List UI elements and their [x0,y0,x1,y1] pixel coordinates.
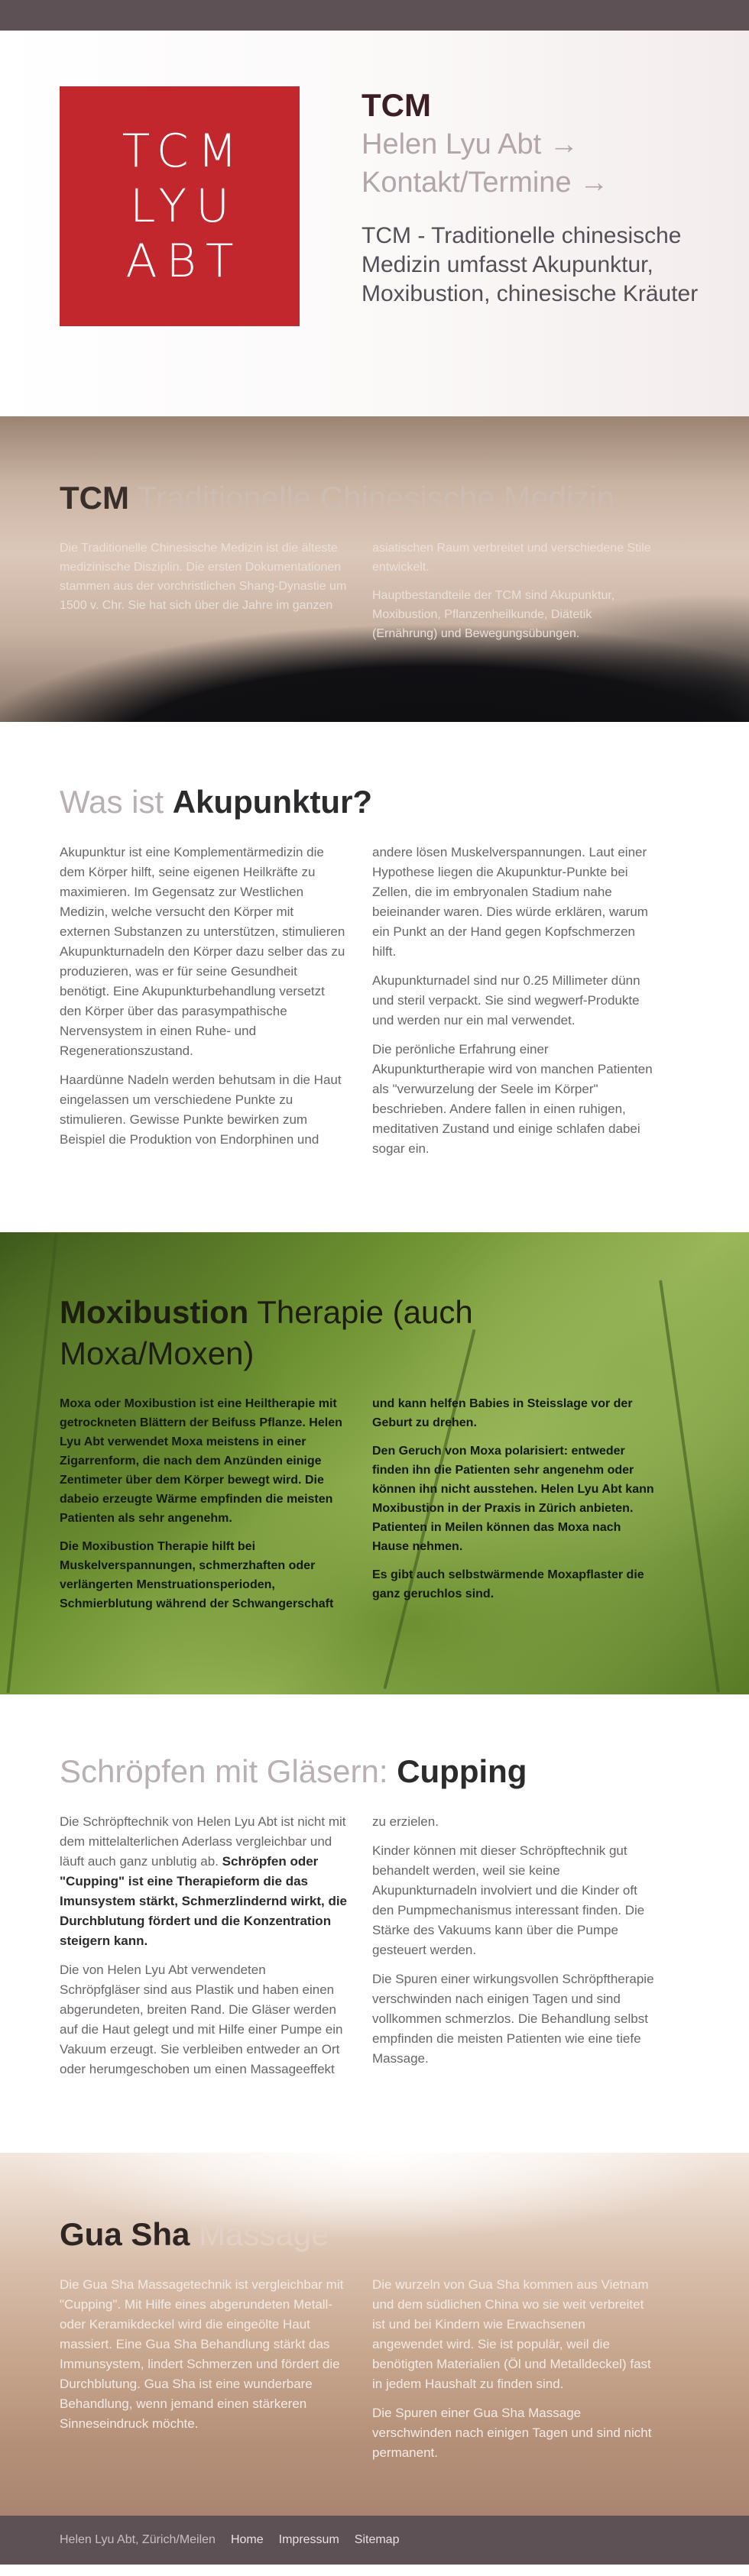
gua-sha-content [60,2214,660,2472]
plant-stem-decoration [6,1233,57,1693]
tcm-content [60,477,660,652]
paragraph: Die perönliche Erfahrung einer Akupunkturtherapie wird von manchen Patienten als "verwurzelung der Seele im Körper" beschrieben. Andere fallen in einen ruhigen, meditativen Zustand und einige schlafen dabei sogar ein. [372,1042,653,1156]
moxibustion-content [60,1292,660,1623]
helen-lyu-abt-link[interactable]: Helen Lyu Abt → [362,128,579,160]
akupunktur-heading-light: Was ist [60,784,173,820]
paragraph: Akupunkturnadel sind nur 0.25 Millimeter dünn und steril verpackt. Sie sind wegwerf-Produkte und werden nur ein mal verwendet. [372,973,640,1027]
tcm-heading-light: Traditionelle Chinesische Medizin [128,480,614,516]
akupunktur-column-left [60,843,347,1168]
moxibustion-column-right [372,1394,660,1623]
tcm-heading-strong: TCM [60,480,129,516]
paragraph-emphasis: Schröpfen oder "Cupping" ist eine Therapieform die das Imunsystem stärkt, Schmerzlindernd wirkt, die Durchblutung fördert und die Konzentration steigern kann. [60,1854,348,1948]
paragraph: Kinder können mit dieser Schröpftechnik gut behandelt werden, weil sie keine Akupunkturnadeln involviert und die Kinder oft den Pumpmechanismus interessant finden. Die Stärke des Vakuums kann über die Pumpe gesteuert werden. [372,1843,645,1957]
site-description: TCM - Traditionelle chinesische Medizin umfasst Akupunktur, Moxibustion, chinesische Kräuter [362,223,699,306]
paragraph: Die wurzeln von Gua Sha kommen aus Vietnam und dem südlichen China wo sie weit verbreitet ist und bei Kindern wie Erwachsenen angewendet wird. Sie ist populär, weil die benötigten Materialien (Öl und Metalldeckel) fast in jedem Haushalt zu finden sind. [372,2277,651,2391]
paragraph: zu erzielen. [372,1814,439,1829]
akupunktur-heading-strong: Akupunktur? [172,784,373,820]
gua-sha-heading-light: Massage [190,2216,329,2252]
paragraph: Die Spuren einer wirkungsvollen Schröpftherapie verschwinden nach einigen Tagen und sind vollkommen schmerzlos. Die Behandlung selbst empfinden die meisten Patienten wie eine tiefe Massage. [372,1972,654,2066]
paragraph-text: Die Schröpftechnik von Helen Lyu Abt ist nicht mit dem mittelalterlichen Aderlass vergleichbar und läuft auch ganz unblutig ab. [60,1814,346,1869]
paragraph: Die Gua Sha Massagetechnik ist vergleichbar mit "Cupping". Mit Hilfe eines abgerundeten Metall- oder Keramikdeckel wird die eingeölte Haut massiert. Eine Gua Sha Behandlung stärkt das Immunsystem, lindert Schmerzen und fördert die Durchblutung. Gua Sha ist eine wunderbare Behandlung, wenn jemand einen stärkeren Sinneseindruck möchte. [60,2277,344,2431]
moxibustion-heading-strong: Moxibustion [60,1294,249,1330]
paragraph: Die von Helen Lyu Abt verwendeten Schröpfgläser sind aus Plastik und haben einen abgerundeten, breiten Rand. Die Gläser werden auf die Haut gelegt und mit Hilfe einer Pumpe ein Vakuum erzeugt. Sie verbleiben entweder an Ort oder herumgeschoben um einen Massageeffekt [60,1963,343,2076]
footer-link-sitemap[interactable]: Sitemap [354,2533,400,2546]
moxibustion-heading [60,1292,660,1374]
gua-sha-column-right [372,2275,660,2472]
kontakt-termine-link[interactable]: Kontakt/Termine → [362,167,609,199]
tcm-column-left [60,539,347,652]
paragraph: Es gibt auch selbstwärmende Moxapflaster die ganz geruchlos sind. [372,1568,644,1600]
tcm-column-right [372,539,660,652]
footer-link-home[interactable]: Home [230,2533,264,2546]
moxibustion-column-left [60,1394,347,1623]
paragraph: Die Moxibustion Therapie hilft bei Muskelverspannungen, schmerzhaften oder verlängerten Menstruationsperioden, Schmierblutung während der Schwangerschaft [60,1540,334,1610]
paragraph [60,1812,347,1951]
tcm-section [0,416,749,722]
paragraph: Haardünne Nadeln werden behutsam in die Haut eingelassen um verschiedene Punkte zu stimulieren. Gewisse Punkte bewirken zum Beispiel die Produktion von Endorphinen und [60,1073,342,1147]
paragraph: Den Geruch von Moxa polarisiert: entweder finden ihn die Patienten sehr angenehm oder können ihn nicht ausstehen. Helen Lyu Abt kann Moxibustion in der Praxis in Zürich anbieten. Patienten in Meilen können das Moxa nach Hause nehmen. [372,1445,654,1553]
plant-stem-decoration [659,1280,720,1692]
page-header [0,31,749,416]
cupping-heading-strong: Cupping [397,1753,527,1789]
gua-sha-section [0,2153,749,2516]
akupunktur-content [60,782,660,1168]
paragraph: und kann helfen Babies in Steisslage vor der Geburt zu drehen. [372,1397,633,1429]
paragraph: Die Traditionelle Chinesische Medizin ist die älteste medizinische Disziplin. Die ersten Dokumentationen stammen aus der vorchristlichen Shang-Dynastie um 1500 v. Chr. Sie hat sich über die Jahre im ganzen [60,542,347,612]
header-text [362,86,713,309]
logo-line: TCM [122,125,247,178]
cupping-column-left [60,1812,347,2089]
footer-link-impressum[interactable]: Impressum [278,2533,339,2546]
paragraph: Akupunktur ist eine Komplementärmedizin die dem Körper hilft, seine eigenen Heilkräfte zu maximieren. Im Gegensatz zur Westlichen Medizin, welche versucht den Körper mit externen Substanzen zu unterstützen, stimulieren Akupunkturnadeln den Körper dazu selber das zu produzieren, was er für seine Gesundheit benötigt. Eine Akupunkturbehandlung versetzt den Körper über das parasympathische Nervensystem in einen Ruhe- und Regenerationszustand. [60,845,345,1058]
page-footer [0,2516,749,2565]
cupping-heading [60,1751,660,1792]
akupunktur-section [0,722,749,1232]
gua-sha-column-left [60,2275,347,2472]
cupping-section [0,1694,749,2153]
paragraph: Die Spuren einer Gua Sha Massage verschwinden nach einigen Tagen und sind nicht permanent. [372,2406,652,2460]
cupping-column-right [372,1812,660,2089]
moxibustion-heading-light: Therapie (auch Moxa/Moxen) [60,1294,473,1371]
gua-sha-heading [60,2214,660,2255]
top-bar [0,0,749,31]
paragraph: Moxa oder Moxibustion ist eine Heiltherapie mit getrockneten Blättern der Beifuss Pflanze. Helen Lyu Abt verwendet Moxa meistens in einer Zigarrenform, die nach dem Anzünden einige Zentimeter über dem Körper bewegt wird. Die dabeio erzeugte Wärme empfinden die meisten Patienten als sehr angenehm. [60,1397,342,1525]
paragraph: andere lösen Muskelverspannungen. Laut einer Hypothese liegen die Akupunktur-Punkte bei Zellen, die im embryonalen Stadium nahe beieinander waren. Dies würde erklären, warum ein Punkt an der Hand gegen Kopfschmerzen hilft. [372,845,648,959]
akupunktur-column-right [372,843,660,1168]
tcm-heading [60,477,660,519]
tcm-lyu-abt-logo [60,86,300,326]
moxibustion-section [0,1232,749,1694]
footer-copyright: Helen Lyu Abt, Zürich/Meilen [60,2533,216,2546]
paragraph: Hauptbestandteile der TCM sind Akupunktur, Moxibustion, Pflanzenheilkunde, Diätetik (Ernährung) und Bewegungsübungen. [372,589,615,640]
site-title: TCM [362,87,431,123]
gua-sha-heading-strong: Gua Sha [60,2216,190,2252]
logo-line: ABT [125,235,243,288]
akupunktur-heading [60,782,660,823]
cupping-heading-light: Schröpfen mit Gläsern: [60,1753,397,1789]
logo-line: LYU [129,180,239,233]
paragraph: asiatischen Raum verbreitet und verschiedene Stile entwickelt. [372,542,651,574]
cupping-content [60,1751,660,2089]
